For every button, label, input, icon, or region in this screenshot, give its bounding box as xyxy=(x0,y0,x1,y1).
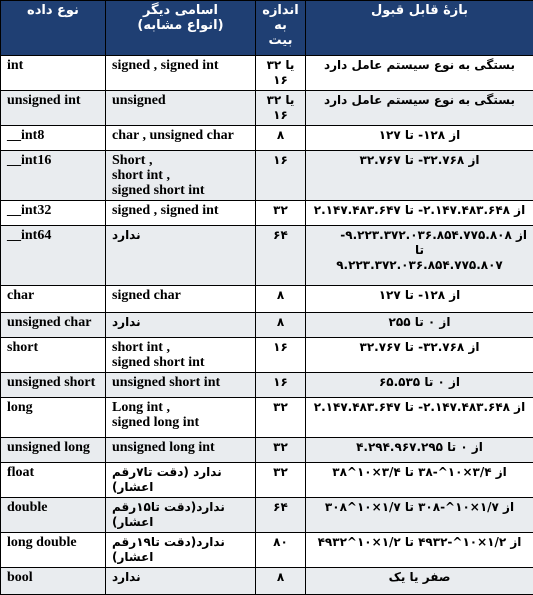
table-row xyxy=(1,463,533,498)
alias-line: signed , signed int xyxy=(112,203,249,218)
range-line: از ۰ تا ۶۵.۵۳۵ xyxy=(312,375,527,390)
table-row xyxy=(1,398,533,438)
cell-size: ۶۴ xyxy=(256,226,306,286)
cell-type: int xyxy=(1,56,106,91)
range-line: تا xyxy=(312,243,527,258)
alias-line: ندارد xyxy=(112,228,249,243)
table-row xyxy=(1,126,533,151)
cell-type: unsigned char xyxy=(1,313,106,338)
header-aliases-line1: اسامی دیگر xyxy=(112,3,249,18)
range-line: بستگی به نوع سیستم عامل دارد xyxy=(312,93,527,108)
header-size-line1: اندازه xyxy=(262,3,299,18)
header-aliases xyxy=(106,1,256,56)
cell-aliases xyxy=(106,56,256,91)
table-row xyxy=(1,533,533,568)
alias-line: unsigned short int xyxy=(112,375,249,390)
table-row xyxy=(1,373,533,398)
range-line: بستگی به نوع سیستم عامل دارد xyxy=(312,58,527,73)
alias-line: ندارد(دقت تا۱۹رقم اعشار) xyxy=(112,535,249,565)
cell-type: unsigned long xyxy=(1,438,106,463)
alias-line: unsigned xyxy=(112,93,249,108)
range-line: از ۲.۱۴۷.۴۸۳.۶۴۸- تا ۲.۱۴۷.۴۸۳.۶۴۷ xyxy=(312,400,527,415)
cell-size: ۱۶ xyxy=(256,151,306,201)
alias-line: ندارد xyxy=(112,570,249,585)
cell-size: ۱۶ xyxy=(256,338,306,373)
cell-size: ۸ xyxy=(256,126,306,151)
range-line: از ۲.۱۴۷.۴۸۳.۶۴۸- تا ۲.۱۴۷.۴۸۳.۶۴۷ xyxy=(312,203,527,218)
cell-type: unsigned short xyxy=(1,373,106,398)
cell-range xyxy=(306,568,533,595)
cell-type: long double xyxy=(1,533,106,568)
alias-line: unsigned long int xyxy=(112,440,249,455)
cell-size: ۱۶ xyxy=(256,373,306,398)
range-line: صفر یا یک xyxy=(312,570,527,585)
cell-range xyxy=(306,313,533,338)
cell-type: __int32 xyxy=(1,201,106,226)
table-row xyxy=(1,498,533,533)
cell-range xyxy=(306,398,533,438)
cell-type: float xyxy=(1,463,106,498)
cell-aliases xyxy=(106,151,256,201)
cell-range xyxy=(306,56,533,91)
cell-size: ۸ xyxy=(256,313,306,338)
cell-size: ۳۲ xyxy=(256,201,306,226)
cell-type: __int16 xyxy=(1,151,106,201)
range-line: از ۳۲.۷۶۸- تا ۳۲.۷۶۷ xyxy=(312,153,527,168)
alias-line: signed , signed int xyxy=(112,58,249,73)
cell-aliases xyxy=(106,126,256,151)
cell-size: ۳۲ xyxy=(256,438,306,463)
header-type: نوع داده xyxy=(1,1,106,56)
table-row xyxy=(1,226,533,286)
cell-aliases xyxy=(106,286,256,313)
cell-aliases xyxy=(106,533,256,568)
cell-type: char xyxy=(1,286,106,313)
cell-type: bool xyxy=(1,568,106,595)
cell-aliases xyxy=(106,568,256,595)
alias-line: short int , xyxy=(112,168,249,183)
cell-size: ۳۲ xyxy=(256,398,306,438)
table-row xyxy=(1,286,533,313)
cell-type: short xyxy=(1,338,106,373)
range-line: از ۱/۷×۱۰^-۳۰۸ تا ۱/۷×۱۰^۳۰۸ xyxy=(312,500,527,515)
cell-size: ۶۴ xyxy=(256,498,306,533)
alias-line: signed short int xyxy=(112,355,249,370)
alias-line: Short , xyxy=(112,153,249,168)
header-aliases-line2: (انواع مشابه) xyxy=(112,18,249,33)
cell-range xyxy=(306,151,533,201)
table-row xyxy=(1,91,533,126)
cell-range xyxy=(306,438,533,463)
cell-aliases xyxy=(106,226,256,286)
header-range: بازهٔ قابل قبول xyxy=(306,1,533,56)
cell-aliases xyxy=(106,313,256,338)
cell-aliases xyxy=(106,338,256,373)
table-row xyxy=(1,201,533,226)
alias-line: short int , xyxy=(112,340,249,355)
cell-range xyxy=(306,533,533,568)
alias-line: signed char xyxy=(112,288,249,303)
table-row xyxy=(1,151,533,201)
cell-aliases xyxy=(106,438,256,463)
cell-aliases xyxy=(106,201,256,226)
table-row xyxy=(1,313,533,338)
cell-range xyxy=(306,91,533,126)
cell-aliases xyxy=(106,373,256,398)
cell-range xyxy=(306,201,533,226)
range-line: ۹.۲۲۳.۳۷۲.۰۳۶.۸۵۴.۷۷۵.۸۰۷ xyxy=(312,258,527,273)
range-line: از ۰ تا ۲۵۵ xyxy=(312,315,527,330)
cell-type: long xyxy=(1,398,106,438)
table-row xyxy=(1,568,533,595)
cell-size: ۳۲ یا ۱۶ xyxy=(256,91,306,126)
alias-line: ندارد xyxy=(112,315,249,330)
cell-range xyxy=(306,286,533,313)
cell-type: double xyxy=(1,498,106,533)
cell-range xyxy=(306,126,533,151)
cell-aliases xyxy=(106,91,256,126)
range-line: از ۱۲۸- تا ۱۲۷ xyxy=(312,288,527,303)
alias-line: signed long int xyxy=(112,415,249,430)
alias-line: signed short int xyxy=(112,183,249,198)
cell-size: ۸ xyxy=(256,286,306,313)
cell-size: ۸۰ xyxy=(256,533,306,568)
range-line: از ۰ تا ۴.۲۹۴.۹۶۷.۲۹۵ xyxy=(312,440,527,455)
cell-range xyxy=(306,226,533,286)
alias-line: ندارد (دقت تا۷رقم اعشار) xyxy=(112,465,249,495)
table-row xyxy=(1,56,533,91)
header-row xyxy=(1,1,533,56)
cell-aliases xyxy=(106,498,256,533)
range-line: از ۳۲.۷۶۸- تا ۳۲.۷۶۷ xyxy=(312,340,527,355)
range-line: از ۱۲۸- تا ۱۲۷ xyxy=(312,128,527,143)
cell-aliases xyxy=(106,463,256,498)
cell-range xyxy=(306,373,533,398)
cell-size: ۳۲ xyxy=(256,463,306,498)
alias-line: ندارد(دقت تا۱۵رقم اعشار) xyxy=(112,500,249,530)
header-size xyxy=(256,1,306,56)
table-row xyxy=(1,438,533,463)
cell-range xyxy=(306,463,533,498)
range-line: از ۱/۲×۱۰^-۴۹۳۲ تا ۱/۲×۱۰^۴۹۳۲ xyxy=(312,535,527,550)
cell-size: ۳۲ یا ۱۶ xyxy=(256,56,306,91)
table-row xyxy=(1,338,533,373)
header-size-line2: به بیت xyxy=(262,18,299,48)
cell-range xyxy=(306,338,533,373)
cell-size: ۸ xyxy=(256,568,306,595)
alias-line: char , unsigned char xyxy=(112,128,249,143)
range-line: از ۹.۲۲۳.۳۷۲.۰۳۶.۸۵۴.۷۷۵.۸۰۸- xyxy=(312,228,527,243)
cell-type: unsigned int xyxy=(1,91,106,126)
cell-type: __int64 xyxy=(1,226,106,286)
range-line: از ۳/۴×۱۰^-۳۸ تا ۳/۴×۱۰^۳۸ xyxy=(312,465,527,480)
cell-range xyxy=(306,498,533,533)
cell-type: __int8 xyxy=(1,126,106,151)
cell-aliases xyxy=(106,398,256,438)
alias-line: Long int , xyxy=(112,400,249,415)
